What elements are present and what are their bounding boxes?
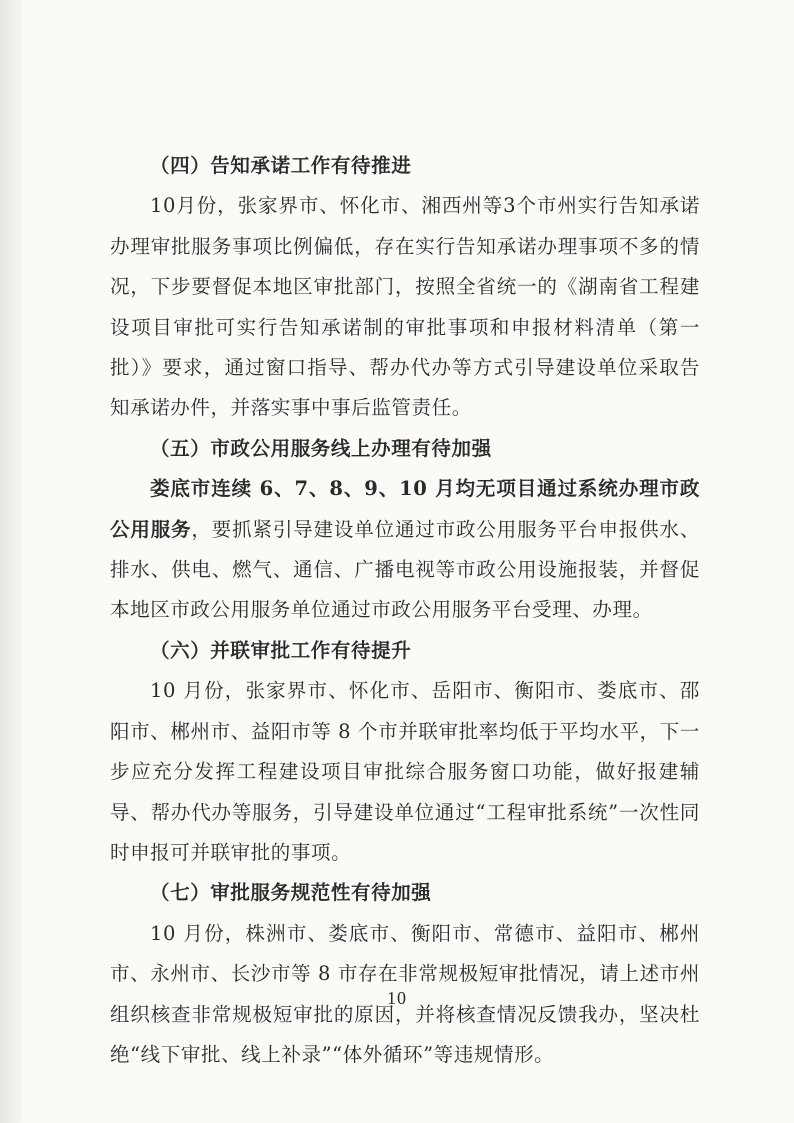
section-heading-6: （六）并联审批工作有待提升 — [150, 638, 412, 662]
section-paragraph-7: 10 月份，株洲市、娄底市、衡阳市、常德市、益阳市、郴州市、永州市、长沙市等 8 市存在非常规极短审批情况，请上述市州组织核查非常规极短审批的原因，并将核查情况反馈我办，坚决杜绝“线下审批、线上补录”“体外循环”等违规情形。 — [110, 921, 700, 1066]
section-paragraph-6: 10 月份，张家界市、怀化市、岳阳市、衡阳市、娄底市、邵阳市、郴州市、益阳市等 8 个市并联审批率均低于平均水平，下一步应充分发挥工程建设项目审批综合服务窗口功能，做好报建辅导、帮办代办等服务，引导建设单位通过“工程审批系统”一次性同时申报可并联审批的事项。 — [110, 679, 700, 864]
section-heading-5: （五）市政公用服务线上办理有待加强 — [150, 436, 492, 460]
document-body — [110, 146, 700, 1075]
scan-edge — [0, 0, 22, 1123]
section-heading-4: （四）告知承诺工作有待推进 — [150, 154, 412, 177]
section-paragraph-5-bold: 娄底市连续 6、7、8、9、10 月均无项目通过系统办理市政公用服务 — [110, 477, 700, 541]
section-paragraph-5-rest: ，要抓紧引导建设单位通过市政公用服务平台申报供水、排水、供电、燃气、通信、广播电视等市政公用设施报装，并督促本地区市政公用服务单位通过市政公用服务平台受理、办理。 — [110, 517, 700, 622]
section-paragraph-5 — [110, 469, 700, 631]
page-number: 10 — [387, 988, 407, 1008]
section-paragraph-4: 10月份，张家界市、怀化市、湘西州等3个市州实行告知承诺办理审批服务事项比例偏低，存在实行告知承诺办理事项不多的情况，下步要督促本地区审批部门，按照全省统一的《湖南省工程建设项目审批可实行告知承诺制的审批事项和申报材料清单（第一批）》要求，通过窗口指导、帮办代办等方式引导建设单位采取告知承诺办件，并落实事中事后监管责任。 — [110, 194, 700, 420]
section-heading-7: （七）审批服务规范性有待加强 — [150, 881, 432, 905]
